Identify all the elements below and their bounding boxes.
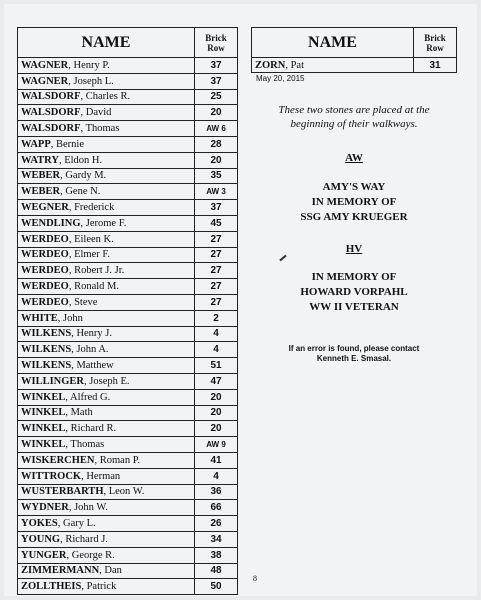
brick-row-cell: 51 bbox=[195, 358, 238, 374]
brick-row-cell: AW 3 bbox=[195, 184, 238, 200]
table-row bbox=[18, 516, 238, 532]
name-cell: WINKEL, Math bbox=[18, 405, 195, 421]
brick-row-cell: 47 bbox=[195, 373, 238, 389]
name-cell: WERDEO, Eileen K. bbox=[18, 231, 195, 247]
name-column-header: NAME bbox=[252, 28, 414, 58]
brick-row-cell: 20 bbox=[195, 105, 238, 121]
table-row bbox=[18, 247, 238, 263]
brick-row-cell: 50 bbox=[195, 579, 238, 595]
table-row bbox=[18, 452, 238, 468]
name-cell: WAGNER, Henry P. bbox=[18, 58, 195, 74]
name-cell: WHITE, John bbox=[18, 310, 195, 326]
brick-row-cell: 20 bbox=[195, 405, 238, 421]
table-row bbox=[18, 215, 238, 231]
name-cell: ZOLLTHEIS, Patrick bbox=[18, 579, 195, 595]
date-text: May 20, 2015 bbox=[256, 74, 305, 83]
name-cell: WAPP, Bernie bbox=[18, 136, 195, 152]
table-row bbox=[18, 437, 238, 453]
aw-dedication: AMY'S WAY IN MEMORY OF SSG AMY KRUEGER bbox=[300, 181, 408, 223]
hv-abbreviation: HV bbox=[345, 243, 363, 255]
name-cell: WALSDORF, Thomas bbox=[18, 121, 195, 137]
table-row bbox=[18, 200, 238, 216]
brick-row-cell: 37 bbox=[195, 73, 238, 89]
brick-row-cell: AW 9 bbox=[195, 437, 238, 453]
table-row bbox=[18, 73, 238, 89]
brick-row-cell: 4 bbox=[195, 468, 238, 484]
brick-row-column-header: Brick Row bbox=[414, 28, 457, 58]
table-row bbox=[18, 389, 238, 405]
table-row bbox=[18, 310, 238, 326]
brick-row-cell: 27 bbox=[195, 294, 238, 310]
brick-row-cell: 28 bbox=[195, 136, 238, 152]
error-contact-note: If an error is found, please contact Kenneth E. Smasal. bbox=[288, 344, 420, 363]
table-row bbox=[18, 579, 238, 595]
table-row bbox=[18, 184, 238, 200]
brick-row-cell: 31 bbox=[414, 58, 457, 73]
name-cell: ZORN, Pat bbox=[252, 58, 414, 73]
name-cell: WERDEO, Ronald M. bbox=[18, 279, 195, 295]
name-cell: WILLINGER, Joseph E. bbox=[18, 373, 195, 389]
name-cell: WENDLING, Jerome F. bbox=[18, 215, 195, 231]
table-row bbox=[18, 531, 238, 547]
name-cell: WEGNER, Frederick bbox=[18, 200, 195, 216]
name-cell: WITTROCK, Herman bbox=[18, 468, 195, 484]
page-number: 8 bbox=[253, 574, 257, 583]
table-row bbox=[18, 263, 238, 279]
name-cell: WERDEO, Robert J. Jr. bbox=[18, 263, 195, 279]
continued-names-table bbox=[251, 27, 457, 73]
brick-row-cell: 38 bbox=[195, 547, 238, 563]
intro-text: These two stones are placed at the beginning of their walkways. bbox=[278, 104, 430, 130]
name-cell: ZIMMERMANN, Dan bbox=[18, 563, 195, 579]
brick-row-cell: 20 bbox=[195, 152, 238, 168]
brick-row-cell: 45 bbox=[195, 215, 238, 231]
name-cell: WAGNER, Joseph L. bbox=[18, 73, 195, 89]
table-row bbox=[18, 279, 238, 295]
name-cell: WATRY, Eldon H. bbox=[18, 152, 195, 168]
name-cell: WEBER, Gene N. bbox=[18, 184, 195, 200]
brick-row-cell: 66 bbox=[195, 500, 238, 516]
brick-row-cell: 37 bbox=[195, 200, 238, 216]
table-row bbox=[252, 58, 457, 73]
name-column-header: NAME bbox=[18, 28, 195, 58]
brick-row-cell: 4 bbox=[195, 342, 238, 358]
name-cell: WERDEO, Steve bbox=[18, 294, 195, 310]
table-row bbox=[18, 89, 238, 105]
table-row bbox=[18, 405, 238, 421]
brick-row-cell: 20 bbox=[195, 421, 238, 437]
table-row bbox=[18, 421, 238, 437]
name-cell: WALSDORF, David bbox=[18, 105, 195, 121]
table-row bbox=[18, 294, 238, 310]
brick-row-cell: 26 bbox=[195, 516, 238, 532]
name-cell: YUNGER, George R. bbox=[18, 547, 195, 563]
brick-row-cell: 25 bbox=[195, 89, 238, 105]
table-row bbox=[18, 231, 238, 247]
name-cell: YOUNG, Richard J. bbox=[18, 531, 195, 547]
name-cell: WISKERCHEN, Roman P. bbox=[18, 452, 195, 468]
table-row bbox=[18, 563, 238, 579]
brick-row-cell: 4 bbox=[195, 326, 238, 342]
name-cell: WUSTERBARTH, Leon W. bbox=[18, 484, 195, 500]
brick-row-cell: 34 bbox=[195, 531, 238, 547]
table-row bbox=[18, 58, 238, 74]
brick-row-cell: 48 bbox=[195, 563, 238, 579]
brick-row-cell: 2 bbox=[195, 310, 238, 326]
table-header-row bbox=[18, 28, 238, 58]
name-cell: WYDNER, John W. bbox=[18, 500, 195, 516]
brick-row-cell: 20 bbox=[195, 389, 238, 405]
name-cell: WILKENS, Matthew bbox=[18, 358, 195, 374]
table-row bbox=[18, 468, 238, 484]
name-cell: WINKEL, Richard R. bbox=[18, 421, 195, 437]
brick-names-table bbox=[17, 27, 238, 595]
brick-row-cell: 41 bbox=[195, 452, 238, 468]
table-row bbox=[18, 105, 238, 121]
name-cell: WINKEL, Alfred G. bbox=[18, 389, 195, 405]
aw-abbreviation: AW bbox=[345, 152, 363, 164]
brick-row-cell: 27 bbox=[195, 279, 238, 295]
brick-row-cell: 27 bbox=[195, 231, 238, 247]
name-cell: WALSDORF, Charles R. bbox=[18, 89, 195, 105]
table-row bbox=[18, 121, 238, 137]
table-header-row bbox=[252, 28, 457, 58]
brick-row-cell: 36 bbox=[195, 484, 238, 500]
brick-row-cell: 27 bbox=[195, 247, 238, 263]
table-row bbox=[18, 547, 238, 563]
table-row bbox=[18, 136, 238, 152]
brick-row-cell: AW 6 bbox=[195, 121, 238, 137]
name-cell: YOKES, Gary L. bbox=[18, 516, 195, 532]
table-row bbox=[18, 373, 238, 389]
table-row bbox=[18, 342, 238, 358]
table-row bbox=[18, 168, 238, 184]
table-row bbox=[18, 358, 238, 374]
brick-row-cell: 37 bbox=[195, 58, 238, 74]
table-row bbox=[18, 500, 238, 516]
brick-row-column-header: Brick Row bbox=[195, 28, 238, 58]
table-row bbox=[18, 484, 238, 500]
name-cell: WEBER, Gardy M. bbox=[18, 168, 195, 184]
brick-row-cell: 35 bbox=[195, 168, 238, 184]
name-cell: WERDEO, Elmer F. bbox=[18, 247, 195, 263]
table-row bbox=[18, 326, 238, 342]
hv-dedication: IN MEMORY OF HOWARD VORPAHL WW II VETERAN bbox=[300, 271, 408, 313]
table-row bbox=[18, 152, 238, 168]
name-cell: WILKENS, Henry J. bbox=[18, 326, 195, 342]
name-cell: WINKEL, Thomas bbox=[18, 437, 195, 453]
brick-row-cell: 27 bbox=[195, 263, 238, 279]
name-cell: WILKENS, John A. bbox=[18, 342, 195, 358]
